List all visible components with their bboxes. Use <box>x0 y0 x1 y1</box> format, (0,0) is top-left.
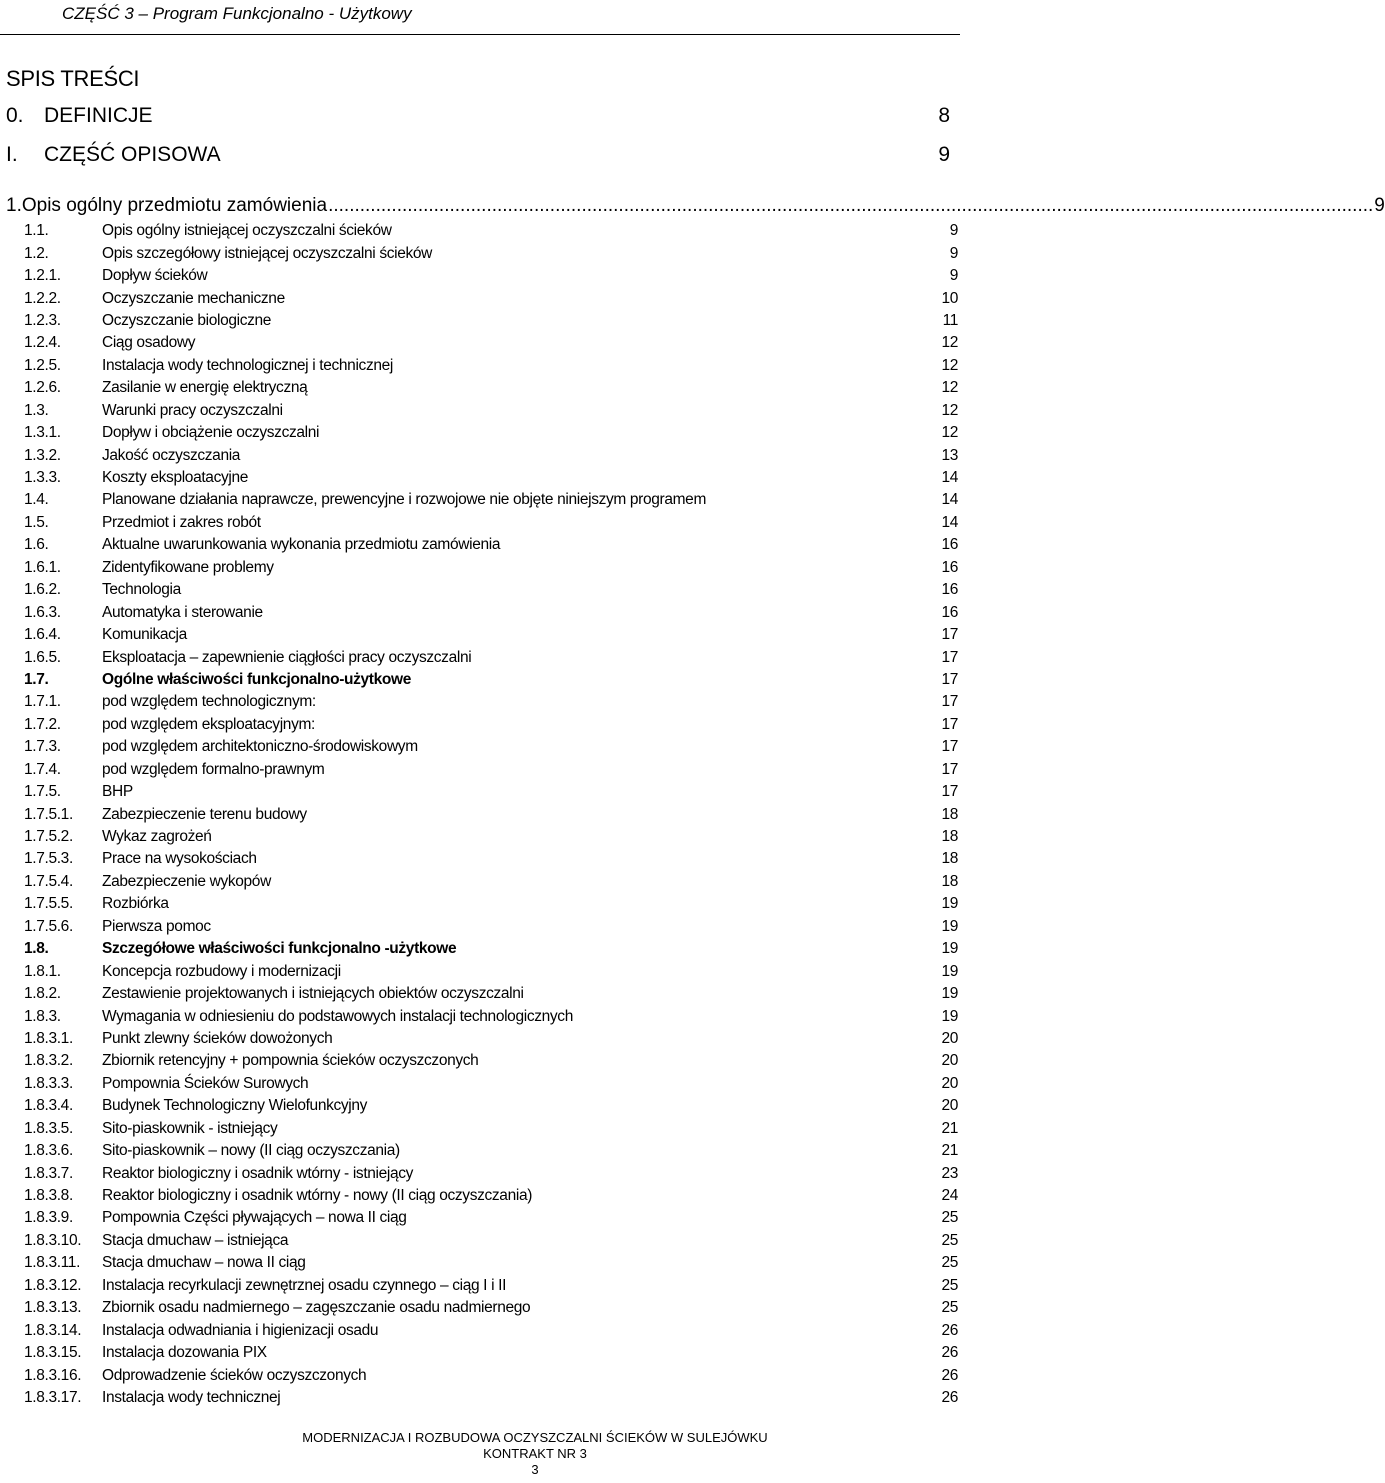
entry-number: 1.8. <box>24 940 49 958</box>
toc-entry[interactable] <box>24 848 960 870</box>
entry-page: 18 <box>941 850 958 868</box>
toc-entry[interactable] <box>24 265 960 287</box>
entry-number: 1.8.3.10. <box>24 1231 82 1249</box>
toc-entry[interactable] <box>24 871 960 893</box>
toc-entry[interactable] <box>24 1140 960 1162</box>
entry-number: 1.6. <box>24 536 49 554</box>
toc-entry[interactable] <box>24 444 960 466</box>
entry-number: 1.8.3.1. <box>24 1029 73 1047</box>
toc-entry[interactable] <box>24 624 960 646</box>
entry-page: 19 <box>941 1007 958 1025</box>
entry-label: Aktualne uwarunkowania wykonania przedmiotu zamówienia <box>102 536 501 554</box>
entry-label: Technologia <box>102 581 181 599</box>
footer-project-name: MODERNIZACJA I ROZBUDOWA OCZYSZCZALNI ŚCIEKÓW W SULEJÓWKU <box>302 1430 768 1445</box>
entry-number: 1.2. <box>24 244 49 262</box>
toc-title: SPIS TREŚCI <box>6 66 140 91</box>
entry-label: Instalacja wody technologicznej i technicznej <box>102 356 393 374</box>
entry-number: 1.3.2. <box>24 446 61 464</box>
entry-label: Opis ogólny przedmiotu zamówienia <box>21 195 328 216</box>
entry-number: 1.6.2. <box>24 581 61 599</box>
entry-page: 9 <box>949 222 958 240</box>
entry-number: 1.1. <box>24 222 49 240</box>
entry-number: 1.8.3.15. <box>24 1344 82 1362</box>
page-header-title: CZĘŚĆ 3 – Program Funkcjonalno - Użytkowy <box>62 4 412 23</box>
section-label: CZĘŚĆ OPISOWA <box>44 143 221 166</box>
section-page: 9 <box>938 143 950 166</box>
entry-number: 1.7.5.4. <box>24 872 73 890</box>
entry-label: Budynek Technologiczny Wielofunkcyjny <box>102 1097 368 1115</box>
entry-number: 1.7.4. <box>24 760 61 778</box>
entry-label: Przedmiot i zakres robót <box>102 513 261 531</box>
entry-number: 1.8.3.16. <box>24 1366 82 1384</box>
footer-page-number: 3 <box>531 1462 539 1477</box>
entry-page: 17 <box>941 670 958 688</box>
toc-entry[interactable] <box>24 489 960 511</box>
toc-entry[interactable] <box>24 1050 960 1072</box>
entry-label: Opis ogólny istniejącej oczyszczalni ścieków <box>102 222 392 240</box>
entry-label: Instalacja dozowania PIX <box>102 1344 267 1362</box>
toc-level1-entry[interactable] <box>6 195 1385 221</box>
entry-number: 1.7.5.3. <box>24 850 73 868</box>
entry-label: BHP <box>102 783 133 801</box>
toc-entry[interactable] <box>24 759 960 781</box>
toc-entry[interactable] <box>24 1005 960 1027</box>
toc-entry[interactable] <box>24 938 960 960</box>
entry-number: 1.2.4. <box>24 334 61 352</box>
toc-entry[interactable] <box>24 1252 960 1274</box>
toc-entry[interactable] <box>24 287 960 309</box>
toc-entry[interactable] <box>24 1364 960 1386</box>
entry-label: Odprowadzenie ścieków oczyszczonych <box>102 1366 367 1384</box>
entry-label: Opis szczegółowy istniejącej oczyszczalni ścieków <box>102 244 433 262</box>
dot-leader: ...................................................................................................................................................................................................... <box>328 195 1374 216</box>
toc-entry[interactable] <box>24 220 960 242</box>
toc-entry-list <box>24 220 960 1409</box>
toc-entry[interactable] <box>24 242 960 264</box>
entry-number: 1.2.2. <box>24 289 61 307</box>
entry-label: Jakość oczyszczania <box>102 446 241 464</box>
entry-label: Zbiornik osadu nadmiernego – zagęszczanie osadu nadmiernego <box>102 1299 531 1317</box>
entry-label: Pompownia Części pływających – nowa II ciąg <box>102 1209 407 1227</box>
entry-number: 1.8.3.9. <box>24 1209 73 1227</box>
entry-number: 1.7.1. <box>24 693 61 711</box>
section-number: I. <box>6 143 18 166</box>
entry-label: Sito-piaskownik – nowy (II ciąg oczyszczania) <box>102 1142 400 1160</box>
toc-entry[interactable] <box>24 714 960 736</box>
entry-label: Komunikacja <box>102 626 187 644</box>
entry-page: 20 <box>941 1097 958 1115</box>
entry-page: 25 <box>941 1231 958 1249</box>
entry-page: 14 <box>941 491 958 509</box>
entry-page: 26 <box>941 1388 958 1406</box>
entry-label: Pierwsza pomoc <box>102 917 211 935</box>
entry-page: 9 <box>949 244 958 262</box>
entry-page: 11 <box>942 311 958 329</box>
entry-label: Stacja dmuchaw – istniejąca <box>102 1231 289 1249</box>
entry-page: 17 <box>941 738 958 756</box>
entry-label: Koncepcja rozbudowy i modernizacji <box>102 962 341 980</box>
entry-number: 1.8.3.7. <box>24 1164 73 1182</box>
section-number: 0. <box>6 104 24 127</box>
entry-page: 25 <box>941 1299 958 1317</box>
page-footer <box>250 1430 820 1478</box>
entry-label: Szczegółowe właściwości funkcjonalno -użytkowe <box>102 940 457 958</box>
entry-number: 1.8.3.5. <box>24 1119 73 1137</box>
entry-number: 1.2.3. <box>24 311 61 329</box>
toc-entry[interactable] <box>24 646 960 668</box>
entry-page: 16 <box>941 558 958 576</box>
entry-page: 17 <box>941 626 958 644</box>
entry-page: 19 <box>941 917 958 935</box>
entry-page: 12 <box>941 401 958 419</box>
toc-entry[interactable] <box>24 1207 960 1229</box>
entry-label: Sito-piaskownik - istniejący <box>102 1119 278 1137</box>
entry-label: Prace na wysokościach <box>102 850 257 868</box>
entry-number: 1.8.3.12. <box>24 1276 82 1294</box>
entry-page: 10 <box>941 289 958 307</box>
entry-page: 16 <box>941 536 958 554</box>
entry-label: Instalacja odwadniania i higienizacji osadu <box>102 1321 379 1339</box>
entry-number: 1.8.3.8. <box>24 1187 73 1205</box>
toc-entry[interactable] <box>24 601 960 623</box>
entry-number: 1.7.3. <box>24 738 61 756</box>
toc-entry[interactable] <box>24 1095 960 1117</box>
entry-number: 1.3.1. <box>24 424 61 442</box>
entry-number: 1.6.4. <box>24 626 61 644</box>
toc-entry[interactable] <box>24 1319 960 1341</box>
entry-page: 17 <box>941 760 958 778</box>
entry-page: 16 <box>941 603 958 621</box>
toc-entry[interactable] <box>24 310 960 332</box>
toc-entry[interactable] <box>24 1162 960 1184</box>
toc-entry[interactable] <box>24 736 960 758</box>
entry-number: 1.5. <box>24 513 49 531</box>
toc-entry[interactable] <box>24 467 960 489</box>
entry-number: 1.4. <box>24 491 49 509</box>
entry-number: 1.7. <box>24 670 49 688</box>
toc-entry[interactable] <box>24 557 960 579</box>
entry-label: Oczyszczanie biologiczne <box>102 311 272 329</box>
toc-entry[interactable] <box>24 1387 960 1409</box>
entry-label: Warunki pracy oczyszczalni <box>102 401 283 419</box>
toc-entry[interactable] <box>24 332 960 354</box>
entry-label: Dopływ ścieków <box>102 267 208 285</box>
toc-entry[interactable] <box>24 400 960 422</box>
footer-contract: KONTRAKT NR 3 <box>483 1446 587 1461</box>
entry-number: 1.8.3.6. <box>24 1142 73 1160</box>
entry-label: Instalacja wody technicznej <box>102 1388 281 1406</box>
entry-label: Wymagania w odniesieniu do podstawowych instalacji technologicznych <box>102 1007 573 1025</box>
toc-entry[interactable] <box>24 355 960 377</box>
entry-page: 20 <box>941 1029 958 1047</box>
entry-label: Ciąg osadowy <box>102 334 196 352</box>
entry-page: 25 <box>941 1254 958 1272</box>
entry-number: 1.2.6. <box>24 379 61 397</box>
entry-number: 1.6.5. <box>24 648 61 666</box>
entry-number: 1.8.3.14. <box>24 1321 82 1339</box>
entry-number: 1.8.3.17. <box>24 1388 82 1406</box>
toc-entry[interactable] <box>24 916 960 938</box>
entry-label: pod względem eksploatacyjnym: <box>102 715 315 733</box>
entry-label: Zasilanie w energię elektryczną <box>102 379 308 397</box>
entry-page: 26 <box>941 1344 958 1362</box>
entry-page: 23 <box>941 1164 958 1182</box>
entry-page: 19 <box>941 895 958 913</box>
entry-label: Wykaz zagrożeń <box>102 828 212 846</box>
entry-page: 12 <box>941 356 958 374</box>
entry-label: Ogólne właściwości funkcjonalno-użytkowe <box>102 670 411 688</box>
toc-entry[interactable] <box>24 803 960 825</box>
entry-page: 12 <box>941 334 958 352</box>
toc-section-definitions[interactable] <box>6 104 950 132</box>
entry-page: 14 <box>941 513 958 531</box>
toc-entry[interactable] <box>24 512 960 534</box>
entry-page: 18 <box>941 828 958 846</box>
entry-label: Reaktor biologiczny i osadnik wtórny - nowy (II ciąg oczyszczania) <box>102 1187 533 1205</box>
entry-page: 12 <box>941 379 958 397</box>
entry-number: 1.8.3.2. <box>24 1052 73 1070</box>
entry-page: 25 <box>941 1209 958 1227</box>
entry-number: 1.3. <box>24 401 49 419</box>
entry-label: Zestawienie projektowanych i istniejących obiektów oczyszczalni <box>102 985 524 1003</box>
entry-number: 1.8.3. <box>24 1007 61 1025</box>
entry-number: 1.8.3.11. <box>24 1254 81 1272</box>
entry-number: 1.3.3. <box>24 469 61 487</box>
entry-page: 21 <box>941 1119 958 1137</box>
entry-label: Koszty eksploatacyjne <box>102 469 249 487</box>
toc-entry[interactable] <box>24 1118 960 1140</box>
entry-page: 13 <box>941 446 958 464</box>
entry-page: 19 <box>941 940 958 958</box>
entry-label: Planowane działania naprawcze, prewencyjne i rozwojowe nie objęte niniejszym programem <box>102 491 707 509</box>
entry-number: 1.7.2. <box>24 715 61 733</box>
entry-page: 17 <box>941 783 958 801</box>
entry-page: 25 <box>941 1276 958 1294</box>
entry-page: 18 <box>941 805 958 823</box>
toc-entry[interactable] <box>24 1185 960 1207</box>
entry-page: 12 <box>941 424 958 442</box>
entry-page: 17 <box>941 693 958 711</box>
toc-entry[interactable] <box>24 1275 960 1297</box>
entry-label: Pompownia Ścieków Surowych <box>102 1074 309 1092</box>
entry-label: Zbiornik retencyjny + pompownia ścieków oczyszczonych <box>102 1052 479 1070</box>
toc-entry[interactable] <box>24 1297 960 1319</box>
header-divider <box>0 34 960 35</box>
toc-entry[interactable] <box>24 534 960 556</box>
toc-entry[interactable] <box>24 579 960 601</box>
entry-label: Zabezpieczenie terenu budowy <box>102 805 307 823</box>
entry-label: Instalacja recyrkulacji zewnętrznej osadu czynnego – ciąg I i II <box>102 1276 507 1294</box>
entry-label: Dopływ i obciążenie oczyszczalni <box>102 424 320 442</box>
toc-entry[interactable] <box>24 669 960 691</box>
entry-page: 21 <box>941 1142 958 1160</box>
entry-page: 24 <box>941 1187 958 1205</box>
entry-number: 1.7.5.5. <box>24 895 73 913</box>
entry-number: 1.7.5.2. <box>24 828 73 846</box>
entry-page: 26 <box>941 1366 958 1384</box>
entry-label: Rozbiórka <box>102 895 169 913</box>
entry-number: 1.8.2. <box>24 985 61 1003</box>
toc-entry[interactable] <box>24 1342 960 1364</box>
entry-page: 19 <box>941 985 958 1003</box>
entry-number: 1.8.3.3. <box>24 1074 73 1092</box>
entry-label: pod względem technologicznym: <box>102 693 316 711</box>
entry-page: 26 <box>941 1321 958 1339</box>
entry-number: 1.6.3. <box>24 603 61 621</box>
entry-page: 20 <box>941 1074 958 1092</box>
toc-entry[interactable] <box>24 1028 960 1050</box>
entry-number: 1.2.5. <box>24 356 61 374</box>
entry-number: 1.7.5. <box>24 783 61 801</box>
entry-label: Zidentyfikowane problemy <box>102 558 274 576</box>
entry-label: pod względem formalno-prawnym <box>102 760 325 778</box>
toc-entry[interactable] <box>24 691 960 713</box>
footer-divider <box>0 1422 960 1423</box>
toc-entry[interactable] <box>24 893 960 915</box>
entry-number: 1.8.1. <box>24 962 61 980</box>
section-page: 8 <box>938 104 950 127</box>
toc-entry[interactable] <box>24 960 960 982</box>
section-label: DEFINICJE <box>44 104 153 127</box>
toc-entry[interactable] <box>24 1073 960 1095</box>
entry-label: pod względem architektoniczno-środowiskowym <box>102 738 418 756</box>
entry-label: Stacja dmuchaw – nowa II ciąg <box>102 1254 306 1272</box>
toc-entry[interactable] <box>24 422 960 444</box>
entry-number: 1.7.5.6. <box>24 917 73 935</box>
entry-label: Reaktor biologiczny i osadnik wtórny - istniejący <box>102 1164 414 1182</box>
toc-entry[interactable] <box>24 826 960 848</box>
toc-entry[interactable] <box>24 781 960 803</box>
entry-page: 17 <box>941 648 958 666</box>
entry-number: 1.8.3.13. <box>24 1299 82 1317</box>
entry-page: 14 <box>941 469 958 487</box>
entry-page: 18 <box>941 872 958 890</box>
toc-entry[interactable] <box>24 377 960 399</box>
entry-number: 1.7.5.1. <box>24 805 73 823</box>
entry-number: 1. <box>6 195 22 216</box>
toc-section-descriptive[interactable] <box>6 143 950 171</box>
entry-label: Automatyka i sterowanie <box>102 603 263 621</box>
entry-page: 19 <box>941 962 958 980</box>
entry-label: Zabezpieczenie wykopów <box>102 872 271 890</box>
toc-entry[interactable] <box>24 983 960 1005</box>
entry-page: 9 <box>1374 195 1385 216</box>
entry-number: 1.8.3.4. <box>24 1097 73 1115</box>
entry-page: 9 <box>949 267 958 285</box>
entry-number: 1.2.1. <box>24 267 61 285</box>
entry-page: 17 <box>941 715 958 733</box>
toc-entry[interactable] <box>24 1230 960 1252</box>
entry-label: Eksploatacja – zapewnienie ciągłości pracy oczyszczalni <box>102 648 472 666</box>
entry-label: Punkt zlewny ścieków dowożonych <box>102 1029 333 1047</box>
entry-page: 20 <box>941 1052 958 1070</box>
entry-label: Oczyszczanie mechaniczne <box>102 289 285 307</box>
entry-page: 16 <box>941 581 958 599</box>
entry-number: 1.6.1. <box>24 558 61 576</box>
